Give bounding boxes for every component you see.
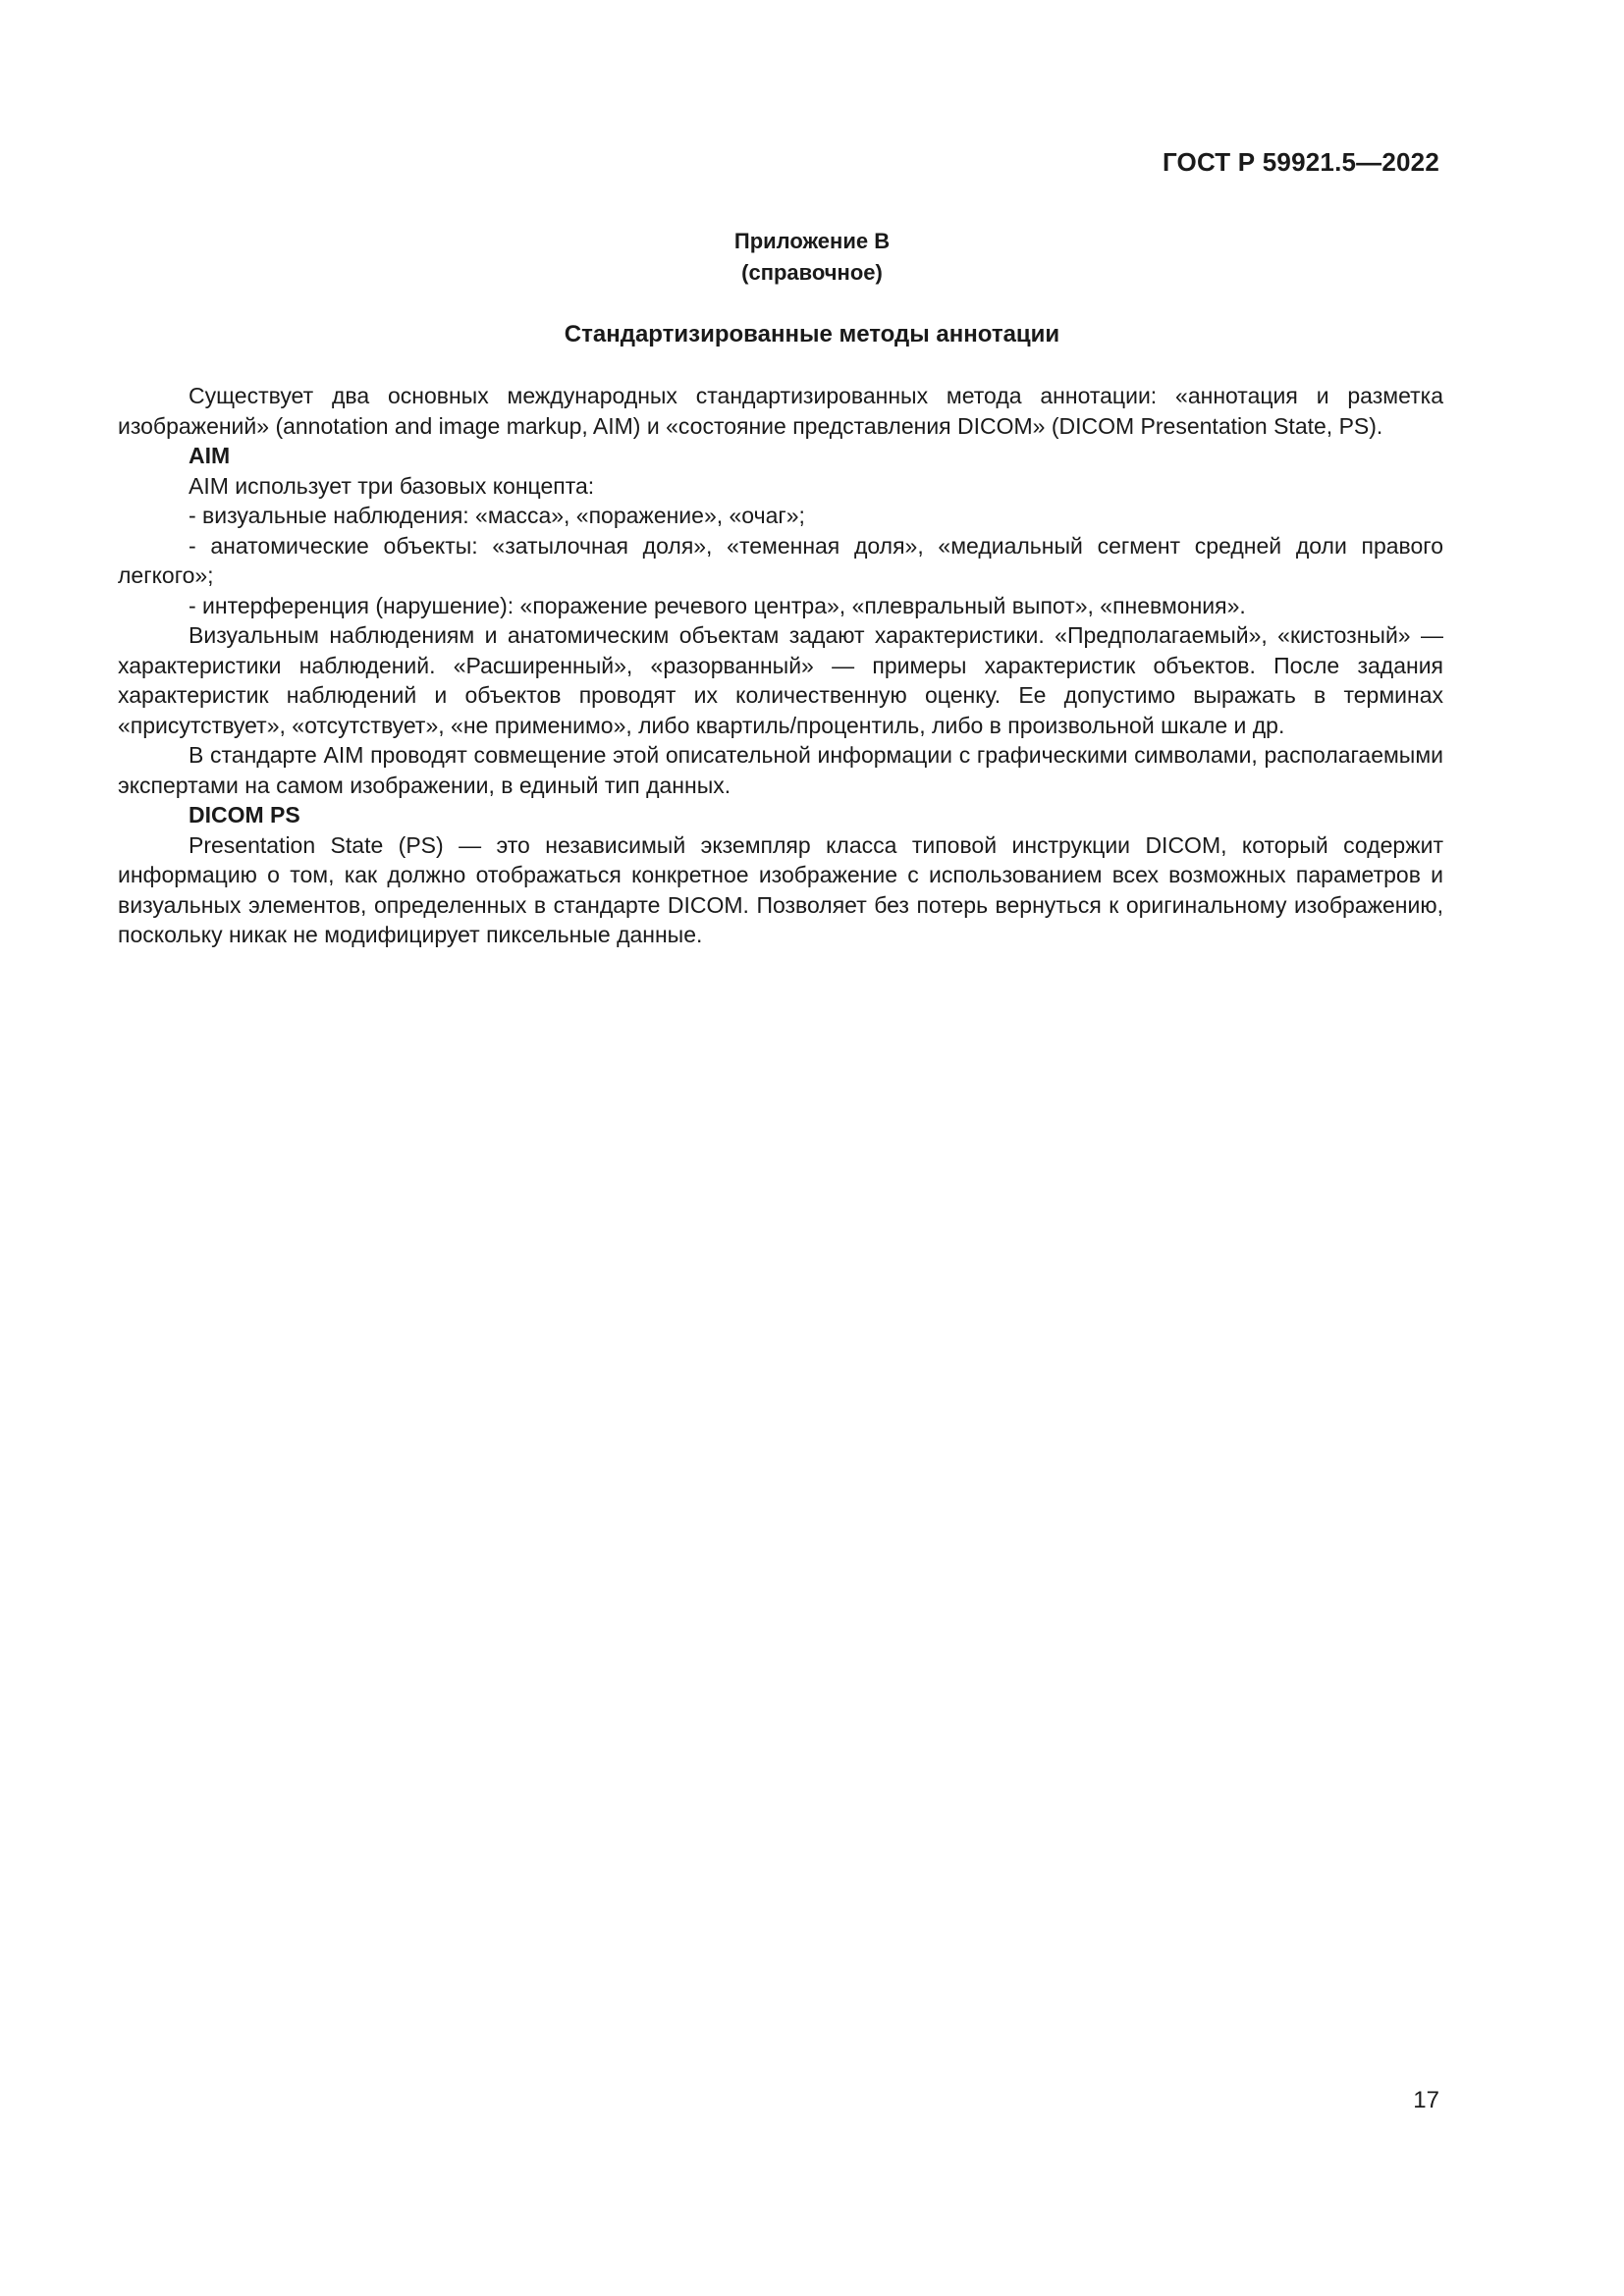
aim-characteristics-paragraph: Визуальным наблюдениям и анатомическим объектам задают характеристики. «Предполагаемый», «кистозный» — характеристики наблюдений. «Расширенный», «разорванный» — примеры характеристик объектов. После задания характеристик наблюдений и объектов проводят их количественную оценку. Ее допустимо выражать в терминах «присутствует», «отсутствует», «не применимо», либо квартиль/процентиль, либо в произвольной шкале и др.	[118, 622, 1443, 738]
annex-heading	[0, 226, 1624, 289]
aim-list-item: - визуальные наблюдения: «масса», «поражение», «очаг»;	[189, 503, 805, 528]
aim-combination-paragraph: В стандарте AIM проводят совмещение этой описательной информации с графическими символами, располагаемыми экспертами на самом изображении, в единый тип данных.	[118, 742, 1443, 798]
aim-lead-paragraph: AIM использует три базовых концепта:	[189, 472, 595, 499]
aim-heading: AIM	[189, 443, 231, 468]
aim-list-item: - интерференция (нарушение): «поражение речевого центра», «плевральный выпот», «пневмония».	[189, 592, 1246, 618]
section-title: Стандартизированные методы аннотации	[564, 321, 1060, 347]
annex-title: Приложение В	[733, 229, 891, 253]
dicom-paragraph: Presentation State (PS) — это независимый экземпляр класса типовой инструкции DICOM, который содержит информацию о том, как должно отображаться конкретное изображение с использованием всех возможных параметров и визуальных элементов, определенных в стандарте DICOM. Позволяет без потерь вернуться к оригинальному изображению, поскольку никак не модифицирует пиксельные данные.	[118, 831, 1443, 947]
page-number: 17	[1413, 2087, 1439, 2113]
document-body	[118, 381, 1443, 950]
annex-subtitle: (справочное)	[741, 260, 883, 285]
document-code: ГОСТ Р 59921.5—2022	[1162, 147, 1439, 177]
intro-paragraph: Существует два основных международных стандартизированных метода аннотации: «аннотация и разметка изображений» (annotation and image markup, AIM) и «состояние представления DICOM» (DICOM Presentation State, PS).	[118, 383, 1443, 439]
aim-list-item: - анатомические объекты: «затылочная доля», «теменная доля», «медиальный сегмент средней доли правого легкого»;	[118, 532, 1443, 588]
dicom-heading: DICOM PS	[189, 802, 300, 828]
